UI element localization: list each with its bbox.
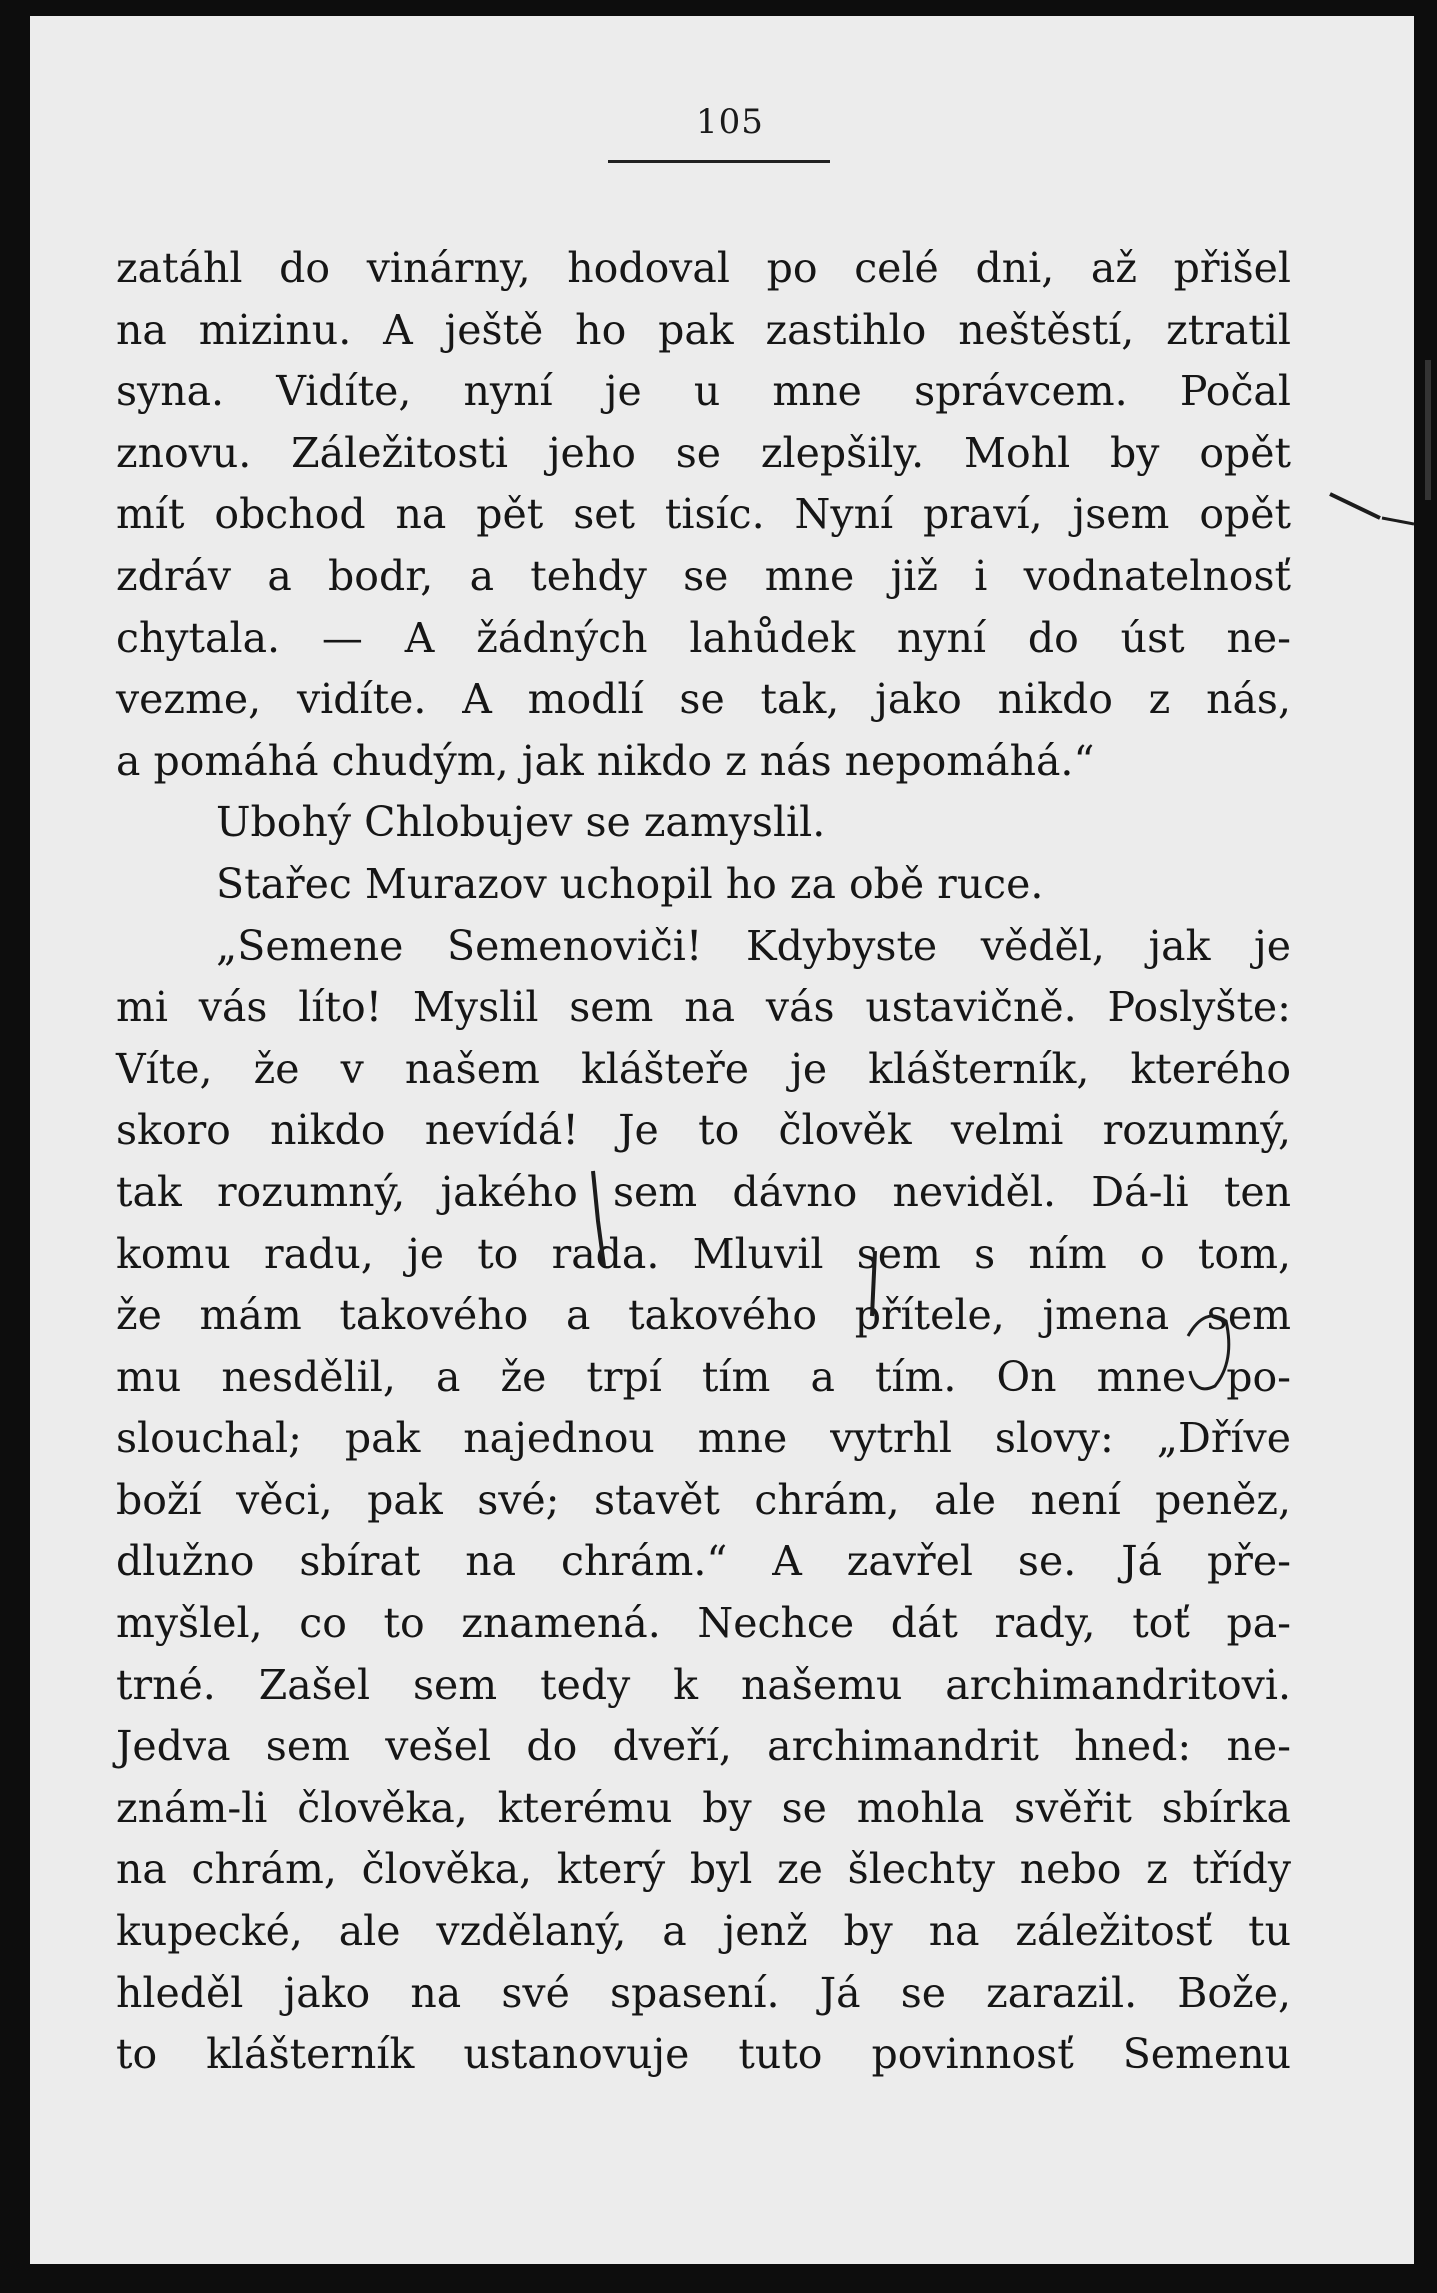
text-line: myšlel, co to znamená. Nechce dát rady, toť pa- (116, 1599, 1291, 1648)
header-rule (608, 160, 830, 163)
text-line: tak rozumný, jakého sem dávno neviděl. Dá-li ten (116, 1167, 1291, 1216)
body-text (116, 238, 1291, 2086)
text-line: Ubohý Chlobujev se zamyslil. (216, 798, 826, 847)
text-line: slouchal; pak najednou mne vytrhl slovy: „Dříve (116, 1414, 1291, 1463)
text-line: vezme, vidíte. A modlí se tak, jako nikdo z nás, (116, 675, 1291, 724)
page-number: 105 (696, 102, 764, 142)
text-line: to klášterník ustanovuje tuto povinnosť Semenu (116, 2030, 1291, 2079)
text-line: na chrám, člověka, který byl ze šlechty nebo z třídy (116, 1845, 1291, 1894)
text-line: kupecké, ale vzdělaný, a jenž by na záležitosť tu (116, 1907, 1291, 1956)
text-line: znám-li člověka, kterému by se mohla svěřit sbírka (116, 1783, 1291, 1832)
text-line: trné. Zašel sem tedy k našemu archimandritovi. (116, 1660, 1291, 1709)
text-line: Jedva sem vešel do dveří, archimandrit hned: ne- (116, 1722, 1291, 1771)
text-line: syna. Vidíte, nyní je u mne správcem. Počal (116, 367, 1291, 416)
text-line: Stařec Murazov uchopil ho za obě ruce. (216, 859, 1044, 908)
text-line: mít obchod na pět set tisíc. Nyní praví, jsem opět (116, 490, 1291, 539)
text-line: mi vás líto! Myslil sem na vás ustavičně. Poslyšte: (116, 983, 1291, 1032)
text-line: boží věci, pak své; stavět chrám, ale není peněz, (116, 1475, 1291, 1524)
scan-edge-mark (1425, 360, 1431, 500)
text-line: komu radu, je to rada. Mluvil sem s ním o tom, (116, 1229, 1291, 1278)
book-page (30, 16, 1414, 2264)
text-line: chytala. — A žádných lahůdek nyní do úst ne- (116, 613, 1291, 662)
text-line: že mám takového a takového přítele, jmena sem (116, 1291, 1291, 1340)
text-line: dlužno sbírat na chrám.“ A zavřel se. Já pře- (116, 1537, 1291, 1586)
text-line: zatáhl do vinárny, hodoval po celé dni, až přišel (116, 244, 1291, 292)
text-line: zdráv a bodr, a tehdy se mne již i vodnatelnosť (116, 551, 1291, 600)
text-line: „Semene Semenoviči! Kdybyste věděl, jak je (216, 921, 1291, 970)
text-line: znovu. Záležitosti jeho se zlepšily. Mohl by opět (116, 428, 1291, 477)
text-line: mu nesdělil, a že trpí tím a tím. On mne po- (116, 1352, 1291, 1401)
text-line: na mizinu. A ještě ho pak zastihlo neštěstí, ztratil (116, 305, 1291, 354)
text-line: Víte, že v našem klášteře je klášterník, kterého (116, 1044, 1291, 1093)
text-line: a pomáhá chudým, jak nikdo z nás nepomáhá.“ (116, 736, 1095, 785)
text-line: skoro nikdo nevídá! Je to člověk velmi rozumný, (116, 1106, 1291, 1155)
text-line: hleděl jako na své spasení. Já se zarazil. Bože, (116, 1968, 1291, 2017)
